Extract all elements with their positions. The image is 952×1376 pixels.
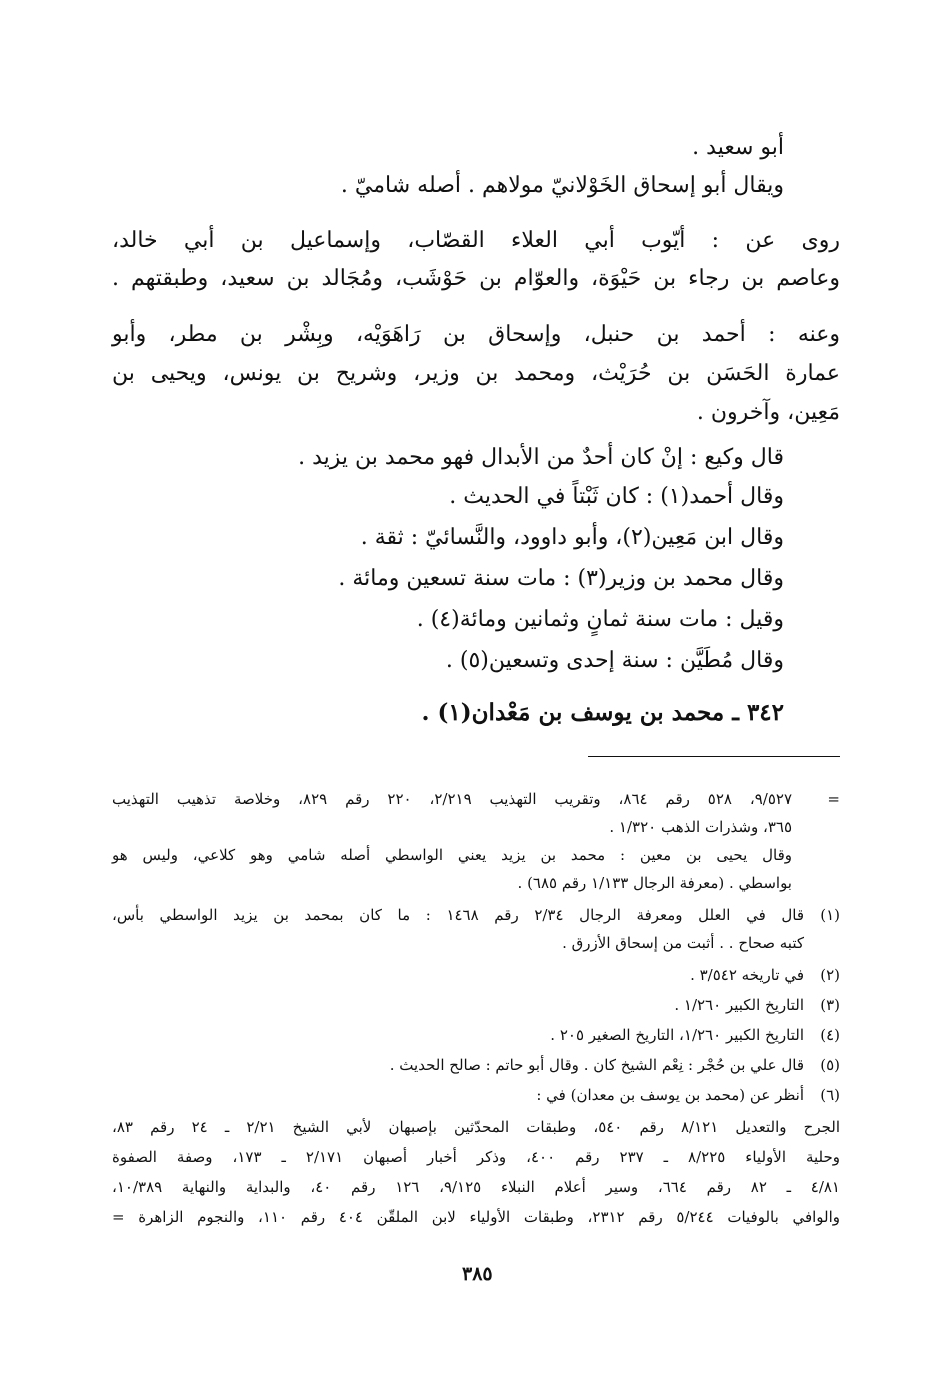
page-number: ٣٨٥ [462, 1263, 493, 1285]
footnote-line: والوافي بالوفيات ٥/٢٤٤ رقم ٢٣١٢، وطبقات الأولياء لابن الملقّن ٤٠٤ رقم ١١٠، والنجوم الزاهرة = [112, 1208, 841, 1226]
footnote-line: بواسطي . (معرفة الرجال ١/١٣٣ رقم ٦٨٥) . [517, 874, 792, 892]
body-line: وقال مُطَيَّن : سنة إحدى وتسعين(٥) . [445, 648, 784, 673]
entry-heading: ٣٤٢ ـ محمد بن يوسف بن مَعْدان(١) . [421, 699, 784, 726]
footnote-line: في تاريخه ٣/٥٤٢ . [690, 966, 804, 984]
footnote-line: ٣٦٥، وشذرات الذهب ١/٣٢٠ . [609, 818, 792, 836]
body-line: عمارة الحَسَن بن حُرَيْث، ومحمد بن وزير، وشريح بن يونس، ويحيى بن [112, 361, 840, 386]
body-line: وقيل : مات سنة ثمانٍ وثمانين ومائة(٤) . [416, 607, 784, 632]
footnote-line: قال في العلل ومعرفة الرجال ٢/٣٤ رقم ١٤٦٨ : ما كان بمحمد بن يزيد الواسطي بأس، [112, 906, 805, 924]
footnote-number: (١) [820, 906, 840, 924]
footnote-separator [588, 756, 840, 757]
footnote-line: ٤/٨١ ـ ٨٢ رقم ٦٦٤، وسير أعلام النبلاء ٩/١٢٥، ١٢٦ رقم ٤٠، والبداية والنهاية ١٠/٣٨٩، [112, 1178, 840, 1196]
body-line: وقال محمد بن وزير(٣) : مات سنة تسعين ومائة . [338, 566, 784, 591]
body-line: روى عن : أيّوب أبي العلاء القصّاب، وإسماعيل بن أبي خالد، [112, 228, 840, 253]
footnote-line: قال علي بن حُجْر : نِعْم الشيخ كان . وقال أبو حاتم : صالح الحديث . [389, 1056, 804, 1074]
footnote-number: (٦) [820, 1086, 840, 1104]
footnote-line: التاريخ الكبير ١/٢٦٠، التاريخ الصغير ٢٠٥ . [550, 1026, 804, 1044]
footnote-number: (٣) [820, 996, 840, 1014]
body-line: وقال ابن مَعِين(٢)، وأبو داوود، والنَّسائيّ : ثقة . [360, 525, 784, 550]
body-line: مَعِين، وآخرون . [696, 400, 840, 425]
body-line: وعاصم بن رجاء بن حَيْوَة، والعوّام بن حَوْشَب، ومُجَالد بن سعيد، وطبقتهم . [112, 266, 840, 291]
body-line: قال وكيع : إنْ كان أحدٌ من الأبدال فهو محمد بن يزيد . [298, 445, 784, 470]
footnote-line: ٩/٥٢٧، ٥٢٨ رقم ٨٦٤، وتقريب التهذيب ٢/٢١٩، ٢٢٠ رقم ٨٢٩، وخلاصة تذهيب التهذيب [112, 790, 793, 808]
footnote-line: الجرح والتعديل ٨/١٢١ رقم ٥٤٠، وطبقات المحدّثين بإصبهان لأبي الشيخ ٢/٢١ ـ ٢٤ رقم ٨٣، [112, 1118, 841, 1136]
body-line: أبو سعيد . [692, 135, 784, 160]
footnote-line: وحلية الأولياء ٨/٢٢٥ ـ ٢٣٧ رقم ٤٠٠، وذكر أخبار أصبهان ٢/١٧١ ـ ١٧٣، وصفة الصفوة [112, 1148, 841, 1166]
footnote-number: (٥) [820, 1056, 840, 1074]
footnote-number: (٤) [820, 1026, 840, 1044]
footnote-line: كتبه صحاح . . أثبت من إسحاق الأزرق . [562, 934, 804, 952]
body-line: وقال أحمد(١) : كان ثَبْتاً في الحديث . [449, 484, 784, 509]
footnote-line: أنظر عن (محمد بن يوسف بن معدان) في : [536, 1086, 804, 1104]
footnote-number: (٢) [820, 966, 840, 984]
continuation-marker: = [827, 790, 840, 808]
footnote-line: وقال يحيى بن معين : محمد بن يزيد يعني الواسطي أصله شامي وهو كلاعي، وليس هو [112, 846, 792, 864]
body-line: وعنه : أحمد بن حنبل، وإسحاق بن رَاهَوَيْه، وبِشْر بن مطر، وأبو [112, 322, 840, 347]
body-line: ويقال أبو إسحاق الخَوْلانيّ مولاهم . أصله شاميّ . [340, 173, 784, 198]
footnote-line: التاريخ الكبير ١/٢٦٠ . [674, 996, 804, 1014]
